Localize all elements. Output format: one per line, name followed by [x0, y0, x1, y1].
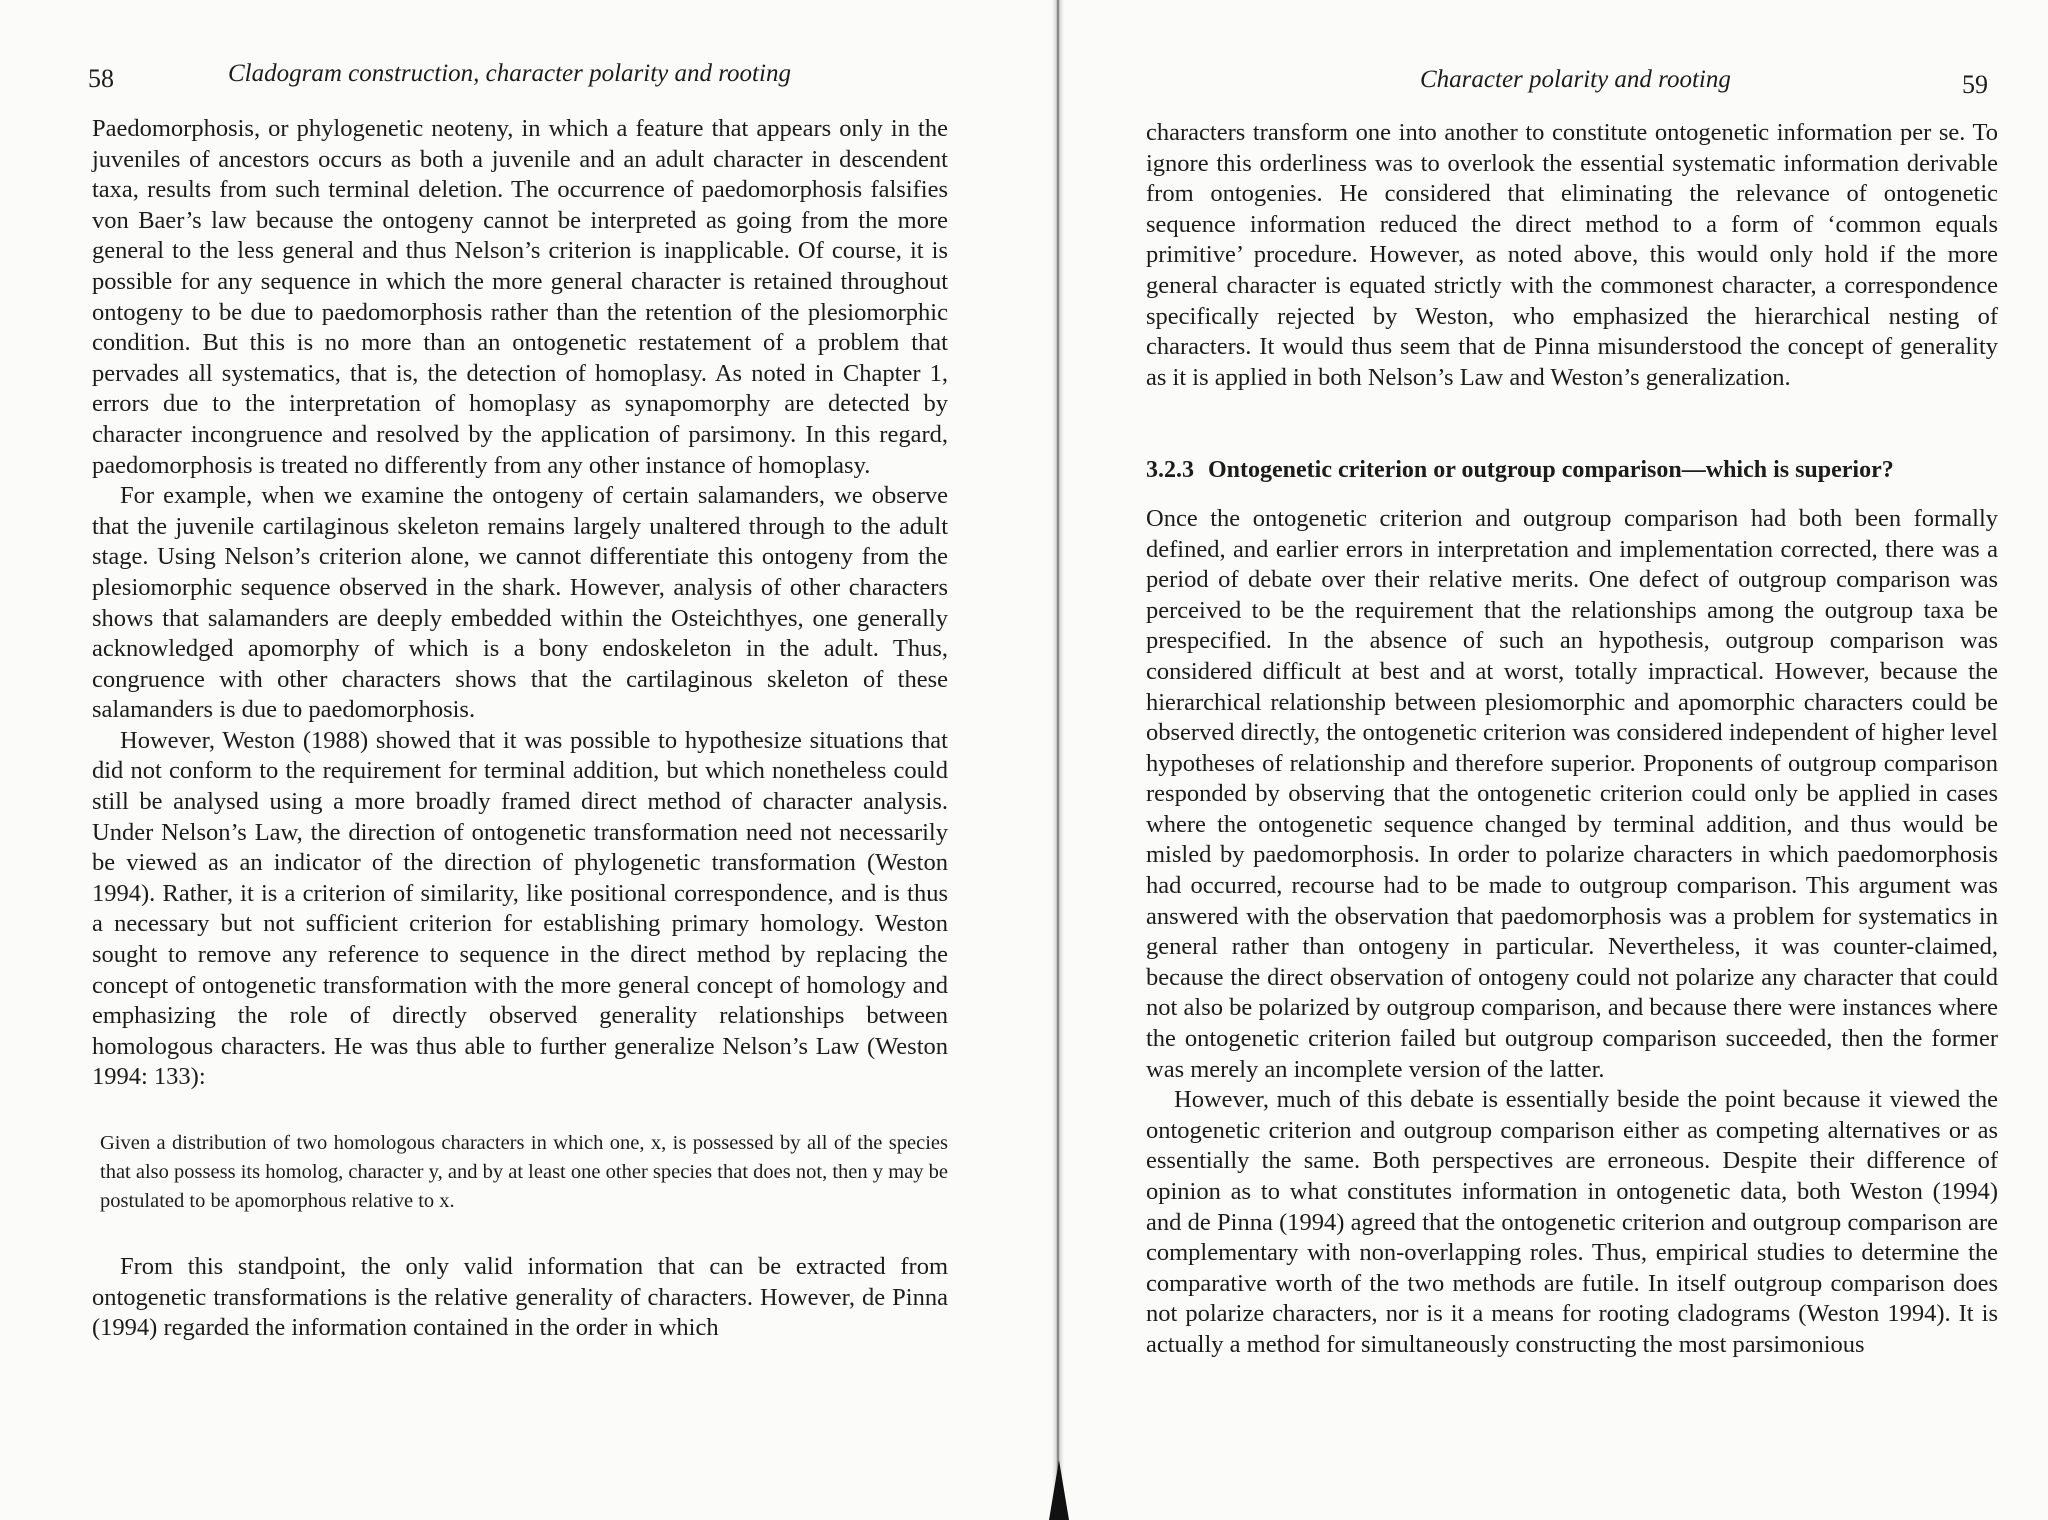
- paragraph: For example, when we examine the ontogeny of certain salamanders, we observe that the juvenile cartilaginous skeleton remains largely unaltered through to the adult stage. Using Nelson’s criterion alone, we cannot differentiate this ontogeny from the plesiomorphic sequence observed in the shark. However, analysis of other characters shows that salamanders are deeply embedded within the Osteichthyes, one generally acknowledged apomorphy of which is a bony endoskeleton in the adult. Thus, congruence with other characters shows that the cartilaginous skeleton of these salamanders is due to paedomorphosis.: [92, 482, 948, 724]
- paragraph: However, much of this debate is essentially beside the point because it viewed the ontogenetic criterion and outgroup comparison either as competing alternatives or as essentially the same. Both perspectives are erroneous. Despite their difference of opinion as to what constitutes information in ontogenetic data, both Weston (1994) and de Pinna (1994) agreed that the ontogenetic criterion and outgroup comparison are complementary with non-overlapping roles. Thus, empirical studies to determine the comparative worth of the two methods are futile. In itself outgroup comparison does not polarize characters, nor is it a means for rooting cladograms (Weston 1994). It is actually a method for simultaneously constructing the most parsimonious: [1146, 1086, 1998, 1358]
- page-number-right: 59: [1962, 70, 1988, 99]
- paragraph: characters transform one into another to constitute ontogenetic information per se. To ignore this orderliness was to overlook the essential systematic information derivable from ontogenies. He considered that eliminating the relevance of ontogenetic sequence information reduced the direct method to a form of ‘common equals primitive’ procedure. However, as noted above, this would only hold if the more general character is equated strictly with the commonest character, a correspondence specifically rejected by Weston, who emphasized the hierarchical nesting of characters. It would thus seem that de Pinna misunderstood the concept of generality as it is applied in both Nelson’s Law and Weston’s generalization.: [1146, 119, 1998, 391]
- left-body-text: [92, 114, 948, 1344]
- running-header-left: [228, 60, 791, 88]
- paragraph: From this standpoint, the only valid information that can be extracted from ontogenetic transformations is the relative generality of characters. However, de Pinna (1994) regarded the information contained in the order in which: [92, 1253, 948, 1342]
- block-quote: Given a distribution of two homologous characters in which one, x, is possessed by all of the species that also possess its homolog, character y, and by at least one other species that does not, then y may be postulated to be apomorphous relative to x.: [100, 1132, 948, 1212]
- running-title-right: Character polarity and rooting: [1420, 66, 1731, 93]
- right-body-text: [1146, 118, 1998, 1361]
- paragraph: However, Weston (1988) showed that it was possible to hypothesize situations that did not conform to the requirement for terminal addition, but which nonetheless could still be analysed using a more broadly framed direct method of character analysis. Under Nelson’s Law, the direction of ontogenetic transformation need not necessarily be viewed as an indicator of the direction of phylogenetic transformation (Weston 1994). Rather, it is a criterion of similarity, like positional correspondence, and is thus a necessary but not sufficient criterion for establishing primary homology. Weston sought to remove any reference to sequence in the direct method by replacing the concept of ontogenetic transformation with the more general concept of homology and emphasizing the role of directly observed generality relationships between homologous characters. He was thus able to further generalize Nelson’s Law (Weston 1994: 133):: [92, 726, 948, 1091]
- running-title-left: Cladogram construction, character polarity and rooting: [228, 60, 791, 87]
- page-number-left: 58: [88, 64, 114, 93]
- section-heading: [1146, 455, 1998, 486]
- section-title: Ontogenetic criterion or outgroup comparison—which is superior?: [1208, 457, 1894, 484]
- section-number: 3.2.3: [1146, 457, 1194, 484]
- paragraph: Once the ontogenetic criterion and outgroup comparison had both been formally defined, and earlier errors in interpretation and implementation corrected, there was a period of debate over their relative merits. One defect of outgroup comparison was perceived to be the requirement that the relationships among the outgroup taxa be prespecified. In the absence of such an hypothesis, outgroup comparison was considered difficult at best and at worst, totally impractical. However, because the hierarchical relationship between plesiomorphic and apomorphic characters could be observed directly, the ontogenetic criterion was considered independent of higher level hypotheses of relationship and therefore superior. Proponents of outgroup comparison responded by observing that the ontogenetic criterion could only be applied in cases where the ontogenetic sequence changed by terminal addition, and thus would be misled by paedomorphosis. In order to polarize characters in which paedomorphosis had occurred, recourse had to be made to outgroup comparison. This argument was answered with the observation that paedomorphosis was a problem for systematics in general rather than ontogeny in particular. Nevertheless, it was counter-claimed, because the direct observation of ontogeny could not polarize any character that could not also be polarized by outgroup comparison, and because there were instances where the ontogenetic criterion failed but outgroup comparison succeeded, then the former was merely an incomplete version of the latter.: [1146, 504, 1998, 1083]
- running-header-right: [1420, 66, 1731, 94]
- paragraph: Paedomorphosis, or phylogenetic neoteny, in which a feature that appears only in the juveniles of ancestors occurs as both a juvenile and an adult character in descendent taxa, results from such terminal deletion. The occurrence of paedomorphosis falsifies von Baer’s law because the ontogeny cannot be interpreted as going from the more general to the less general and thus Nelson’s criterion is inapplicable. Of course, it is possible for any sequence in which the more general character is retained throughout ontogeny to be due to paedomorphosis rather than the retention of the plesiomorphic condition. But this is no more than an ontogenetic restatement of a problem that pervades all systematics, that is, the detection of homoplasy. As noted in Chapter 1, errors due to the interpretation of homoplasy as synapomorphy are detected by character incongruence and resolved by the application of parsimony. In this regard, paedomorphosis is treated no differently from any other instance of homoplasy.: [92, 115, 948, 479]
